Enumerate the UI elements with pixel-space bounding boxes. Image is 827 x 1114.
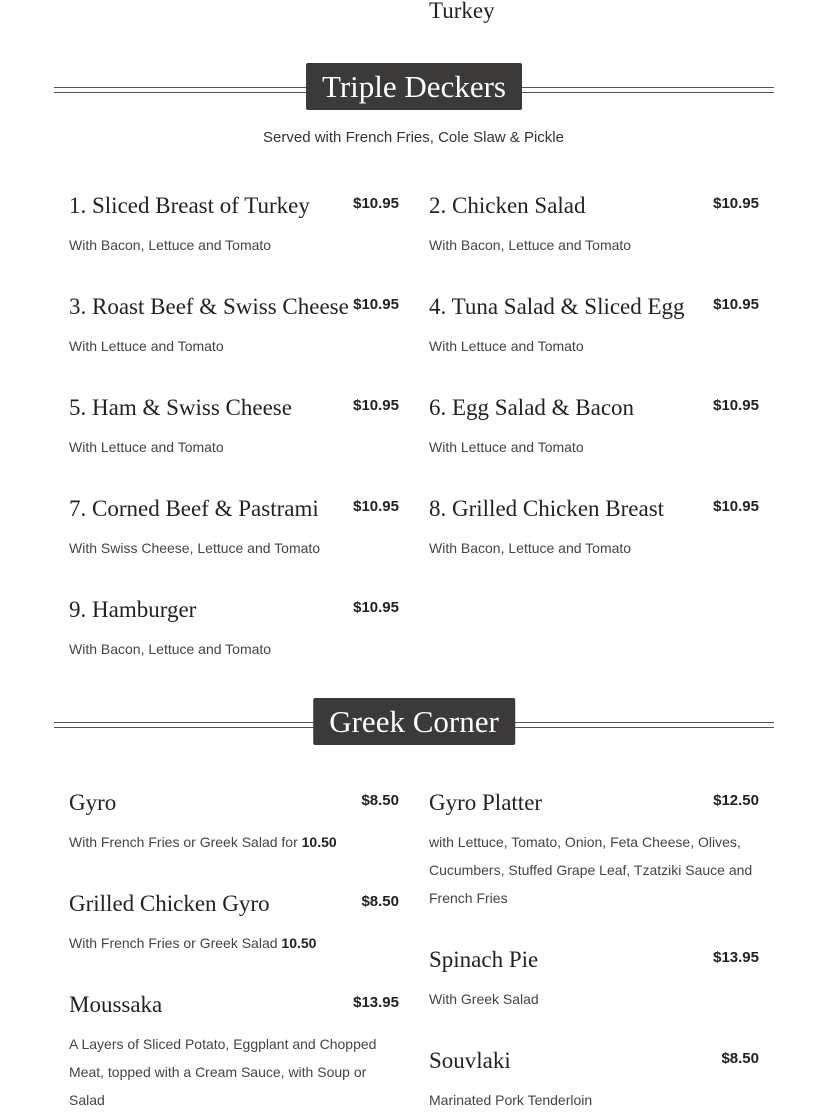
item-price: $10.95 <box>713 195 759 212</box>
item-description: with Lettuce, Tomato, Onion, Feta Cheese, Olives, Cucumbers, Stuffed Grape Leaf, Tzatziki Sauce and French Fries <box>429 834 753 906</box>
item-description: With Bacon, Lettuce and Tomato <box>69 237 272 253</box>
desc-price: 10.50 <box>301 834 337 850</box>
item-price: $10.95 <box>713 397 759 414</box>
item-price: $10.95 <box>353 397 399 414</box>
item-name: 4. Tuna Salad & Sliced Egg <box>429 294 685 319</box>
item-name: 7. Corned Beef & Pastrami <box>69 496 319 521</box>
greek-corner-header <box>54 698 774 746</box>
section-title: Greek Corner <box>313 698 515 745</box>
item-name: 8. Grilled Chicken Breast <box>429 496 665 521</box>
item-name: Gyro <box>69 790 117 815</box>
item-description: With Swiss Cheese, Lettuce and Tomato <box>69 540 321 556</box>
triple-deckers-subtitle: Served with French Fries, Cole Slaw & Pickle <box>263 129 564 146</box>
item-description <box>69 929 399 957</box>
desc-text: With French Fries or Greek Salad for <box>69 834 302 850</box>
item-price: $10.95 <box>353 599 399 616</box>
item-name: 5. Ham & Swiss Cheese <box>69 395 292 420</box>
item-description: With Lettuce and Tomato <box>429 439 584 455</box>
item-price: $10.95 <box>353 195 399 212</box>
item-name: 1. Sliced Breast of Turkey <box>69 193 310 218</box>
item-description: With Bacon, Lettuce and Tomato <box>69 641 272 657</box>
item-name: 3. Roast Beef & Swiss Cheese <box>69 294 349 319</box>
desc-text: With French Fries or Greek Salad <box>69 935 282 951</box>
previous-item-fragment: Turkey <box>429 0 495 23</box>
desc-price: 10.50 <box>281 935 317 951</box>
item-price: $10.95 <box>713 296 759 313</box>
item-price: $8.50 <box>361 792 399 809</box>
item-name: 2. Chicken Salad <box>429 193 586 218</box>
item-description: With Lettuce and Tomato <box>69 439 224 455</box>
item-price: $12.50 <box>713 792 759 809</box>
item-name: 9. Hamburger <box>69 597 197 622</box>
item-name: 6. Egg Salad & Bacon <box>429 395 635 420</box>
item-description: With Lettuce and Tomato <box>429 338 584 354</box>
section-title: Triple Deckers <box>306 63 522 110</box>
item-description: With Lettuce and Tomato <box>69 338 224 354</box>
item-description <box>69 828 399 856</box>
item-price: $10.95 <box>353 296 399 313</box>
item-description: With Bacon, Lettuce and Tomato <box>429 237 632 253</box>
item-name: Souvlaki <box>429 1048 511 1073</box>
item-name: Gyro Platter <box>429 790 543 815</box>
item-price: $10.95 <box>353 498 399 515</box>
item-description: A Layers of Sliced Potato, Eggplant and Chopped Meat, topped with a Cream Sauce, with Soup or Salad <box>69 1036 377 1108</box>
triple-deckers-header <box>54 63 774 111</box>
item-price: $8.50 <box>721 1050 759 1067</box>
item-description: With Bacon, Lettuce and Tomato <box>429 540 632 556</box>
item-description: With Greek Salad <box>429 991 539 1007</box>
item-name: Moussaka <box>69 992 163 1017</box>
item-price: $13.95 <box>353 994 399 1011</box>
item-name: Grilled Chicken Gyro <box>69 891 270 916</box>
item-price: $10.95 <box>713 498 759 515</box>
item-price: $13.95 <box>713 949 759 966</box>
item-description: Marinated Pork Tenderloin <box>429 1092 593 1108</box>
item-price: $8.50 <box>361 893 399 910</box>
item-name: Spinach Pie <box>429 947 539 972</box>
